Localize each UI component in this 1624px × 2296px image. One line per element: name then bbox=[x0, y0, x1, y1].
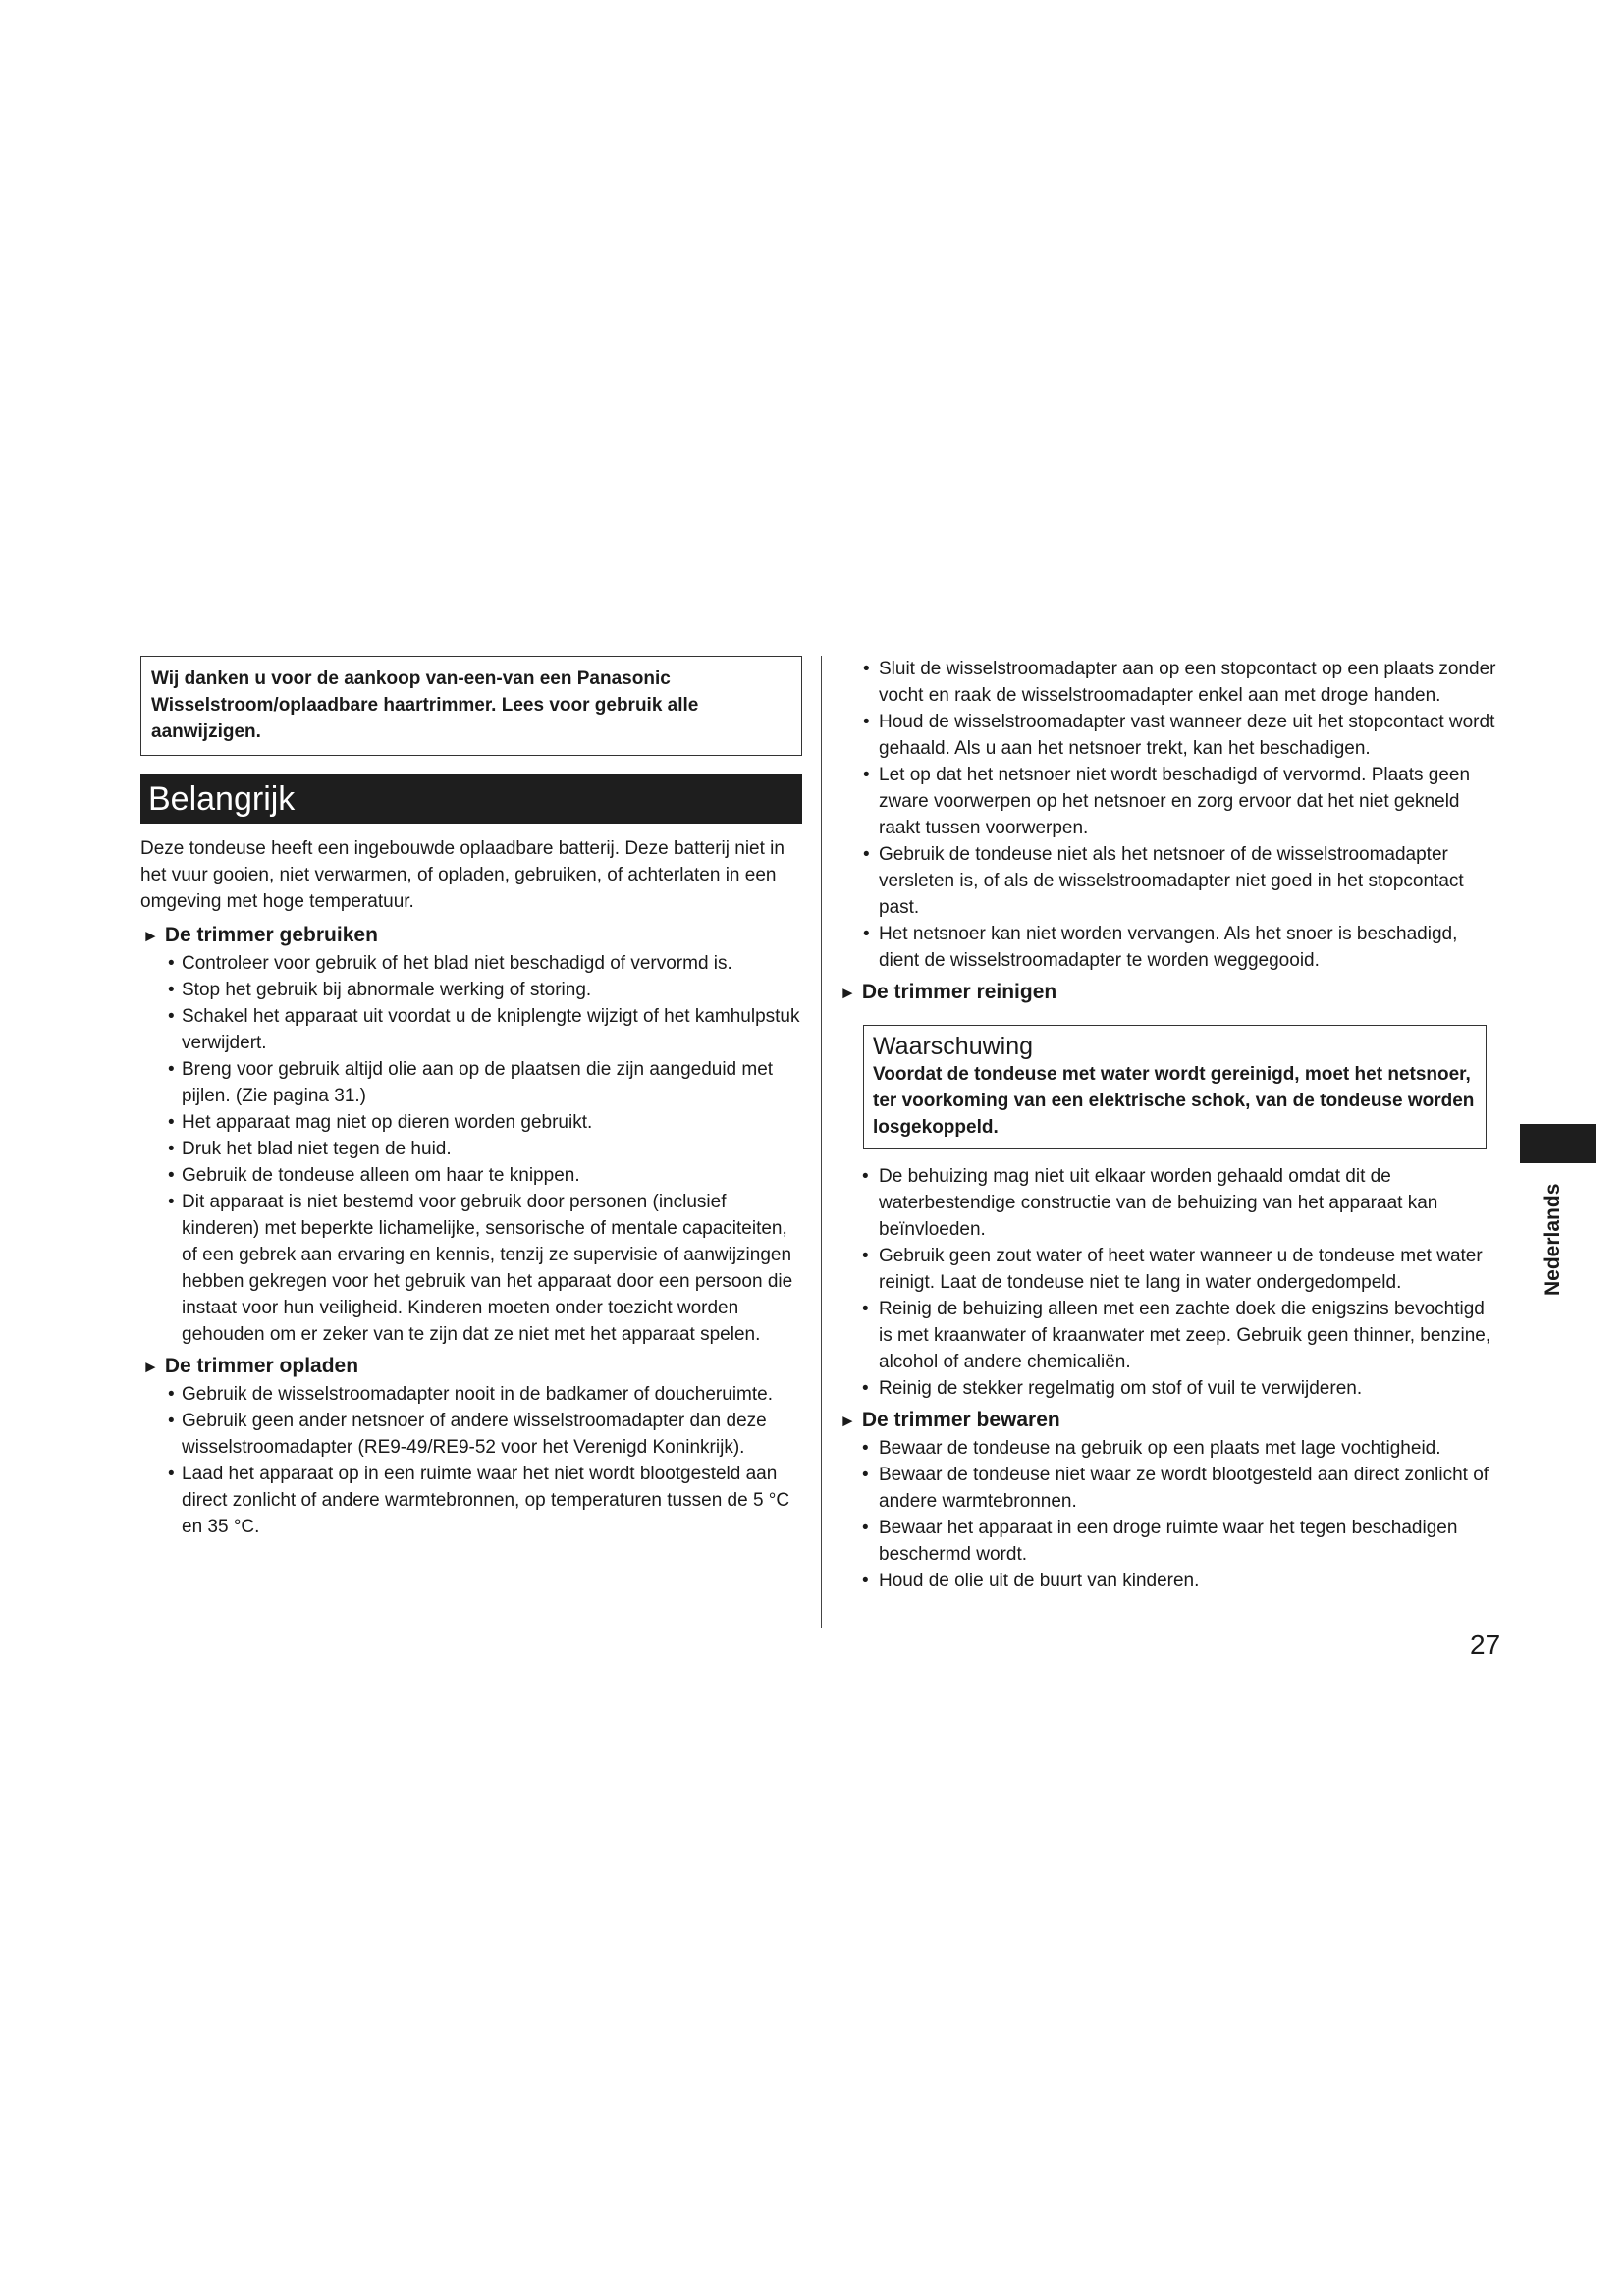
list-item: • Bewaar de tondeuse niet waar ze wordt blootgesteld aan direct zonlicht of andere warmtebronnen. bbox=[839, 1462, 1497, 1515]
list-item: • Reinig de behuizing alleen met een zachte doek die enigszins bevochtigd is met kraanwater of kraanwater met zeep. Gebruik geen thinner, benzine, alcohol of andere chemicaliën. bbox=[839, 1296, 1497, 1375]
arrow-right-icon: ► bbox=[142, 1357, 159, 1376]
list-item: • Gebruik de wisselstroomadapter nooit in de badkamer of doucheruimte. bbox=[140, 1381, 802, 1408]
list-item: • Reinig de stekker regelmatig om stof of vuil te verwijderen. bbox=[839, 1375, 1497, 1402]
list-item: • Dit apparaat is niet bestemd voor gebruik door personen (inclusief kinderen) met beperkte lichamelijke, sensorische of mentale capaciteiten, of een gebrek aan ervaring en kennis, tenzij ze supervisie of aanwijzingen hebben gekregen voor het gebruik van het apparaat door een persoon die instaat voor hun veiligheid. Kinderen moeten onder toezicht worden gehouden om er zeker van te zijn dat ze niet met het apparaat spelen. bbox=[140, 1189, 802, 1348]
list-item: • Het netsnoer kan niet worden vervangen. Als het snoer is beschadigd, dient de wisselstroomadapter te worden weggegooid. bbox=[839, 921, 1497, 974]
list-item: • Gebruik de tondeuse alleen om haar te knippen. bbox=[140, 1162, 802, 1189]
bullet-icon: • bbox=[863, 844, 870, 865]
list-item: • Houd de wisselstroomadapter vast wanneer deze uit het stopcontact wordt gehaald. Als u aan het netsnoer trekt, kan het beschadigen. bbox=[839, 709, 1497, 762]
charge-list-continued bbox=[839, 656, 1497, 974]
warning-title: Waarschuwing bbox=[873, 1033, 1034, 1060]
battery-note: Deze tondeuse heeft een ingebouwde oplaadbare batterij. Deze batterij niet in het vuur gooien, niet verwarmen, of opladen, gebruiken, of achterlaten in een omgeving met hoge temperatuur. bbox=[140, 838, 785, 912]
intro-text: Wij danken u voor de aankoop van-een-van een Panasonic Wisselstroom/oplaadbare haartrimmer. Lees voor gebruik alle aanwijzigen. bbox=[151, 668, 699, 742]
heading-clean bbox=[839, 978, 1497, 1007]
arrow-right-icon: ► bbox=[839, 983, 856, 1002]
heading-charge bbox=[140, 1352, 802, 1381]
heading-clean-label: De trimmer reinigen bbox=[861, 981, 1057, 1003]
right-column bbox=[839, 656, 1497, 1598]
list-item: • Gebruik geen zout water of heet water wanneer u de tondeuse met water reinigt. Laat de tondeuse niet te lang in water ondergedompeld. bbox=[839, 1243, 1497, 1296]
list-item: • Gebruik geen ander netsnoer of andere wisselstroomadapter dan deze wisselstroomadapter (RE9-49/RE9-52 voor het Verenigd Koninkrijk). bbox=[140, 1408, 802, 1461]
bullet-icon: • bbox=[863, 712, 870, 732]
heading-use-label: De trimmer gebruiken bbox=[164, 924, 378, 946]
list-item: • Schakel het apparaat uit voordat u de kniplengte wijzigt of het kamhulpstuk verwijdert. bbox=[140, 1003, 802, 1056]
warning-box bbox=[863, 1025, 1487, 1149]
bullet-icon: • bbox=[168, 1112, 175, 1133]
charge-list bbox=[140, 1381, 802, 1540]
bullet-icon: • bbox=[168, 1139, 175, 1159]
bullet-icon: • bbox=[862, 1518, 869, 1538]
clean-list bbox=[839, 1163, 1497, 1402]
bullet-icon: • bbox=[168, 1384, 175, 1405]
list-item: • Stop het gebruik bij abnormale werking of storing. bbox=[140, 977, 802, 1003]
section-title: Belangrijk bbox=[140, 774, 802, 824]
list-item: • Bewaar de tondeuse na gebruik op een plaats met lage vochtigheid. bbox=[839, 1435, 1497, 1462]
heading-use bbox=[140, 921, 802, 950]
list-item: • Breng voor gebruik altijd olie aan op de plaatsen die zijn aangeduid met pijlen. (Zie pagina 31.) bbox=[140, 1056, 802, 1109]
list-item: • Controleer voor gebruik of het blad niet beschadigd of vervormd is. bbox=[140, 950, 802, 977]
arrow-right-icon: ► bbox=[142, 926, 159, 945]
language-tab-marker bbox=[1520, 1124, 1596, 1163]
bullet-icon: • bbox=[862, 1571, 869, 1591]
store-list bbox=[839, 1435, 1497, 1594]
bullet-icon: • bbox=[168, 1192, 175, 1212]
list-item: • Bewaar het apparaat in een droge ruimte waar het tegen beschadigen beschermd wordt. bbox=[839, 1515, 1497, 1568]
intro-box bbox=[140, 656, 802, 756]
bullet-icon: • bbox=[168, 1464, 175, 1484]
left-column bbox=[140, 656, 802, 1544]
bullet-icon: • bbox=[168, 1165, 175, 1186]
use-list bbox=[140, 950, 802, 1348]
bullet-icon: • bbox=[862, 1465, 869, 1485]
language-tab-label: Nederlands bbox=[1542, 1183, 1564, 1296]
bullet-icon: • bbox=[168, 1059, 175, 1080]
bullet-icon: • bbox=[168, 953, 175, 974]
bullet-icon: • bbox=[863, 659, 870, 679]
list-item: • Druk het blad niet tegen de huid. bbox=[140, 1136, 802, 1162]
list-item: • Laad het apparaat op in een ruimte waar het niet wordt blootgesteld aan direct zonlicht of andere warmtebronnen, op temperaturen tussen de 5 °C en 35 °C. bbox=[140, 1461, 802, 1540]
list-item: • Sluit de wisselstroomadapter aan op een stopcontact op een plaats zonder vocht en raak de wisselstroomadapter enkel aan met droge handen. bbox=[839, 656, 1497, 709]
bullet-icon: • bbox=[862, 1299, 869, 1319]
bullet-icon: • bbox=[168, 1006, 175, 1027]
heading-store-label: De trimmer bewaren bbox=[861, 1409, 1060, 1431]
bullet-icon: • bbox=[862, 1166, 869, 1187]
list-item: • De behuizing mag niet uit elkaar worden gehaald omdat dit de waterbestendige constructie van de behuizing van het apparaat kan beïnvloeden. bbox=[839, 1163, 1497, 1243]
bullet-icon: • bbox=[862, 1378, 869, 1399]
warning-text: Voordat de tondeuse met water wordt gereinigd, moet het netsnoer, ter voorkoming van een elektrische schok, van de tondeuse worden losgekoppeld. bbox=[873, 1064, 1475, 1138]
list-item: • Het apparaat mag niet op dieren worden gebruikt. bbox=[140, 1109, 802, 1136]
list-item: • Houd de olie uit de buurt van kinderen. bbox=[839, 1568, 1497, 1594]
bullet-icon: • bbox=[168, 1411, 175, 1431]
heading-store bbox=[839, 1406, 1497, 1435]
list-item: • Gebruik de tondeuse niet als het netsnoer of de wisselstroomadapter versleten is, of als de wisselstroomadapter niet goed in het stopcontact past. bbox=[839, 841, 1497, 921]
bullet-icon: • bbox=[862, 1246, 869, 1266]
page-number: 27 bbox=[1470, 1629, 1501, 1660]
list-item: • Let op dat het netsnoer niet wordt beschadigd of vervormd. Plaats geen zware voorwerpen op het netsnoer en zorg ervoor dat het niet gekneld raakt tussen voorwerpen. bbox=[839, 762, 1497, 841]
bullet-icon: • bbox=[168, 980, 175, 1000]
bullet-icon: • bbox=[863, 924, 870, 944]
column-divider bbox=[821, 656, 822, 1628]
arrow-right-icon: ► bbox=[839, 1411, 856, 1430]
heading-charge-label: De trimmer opladen bbox=[164, 1355, 359, 1377]
bullet-icon: • bbox=[862, 1438, 869, 1459]
bullet-icon: • bbox=[863, 765, 870, 785]
